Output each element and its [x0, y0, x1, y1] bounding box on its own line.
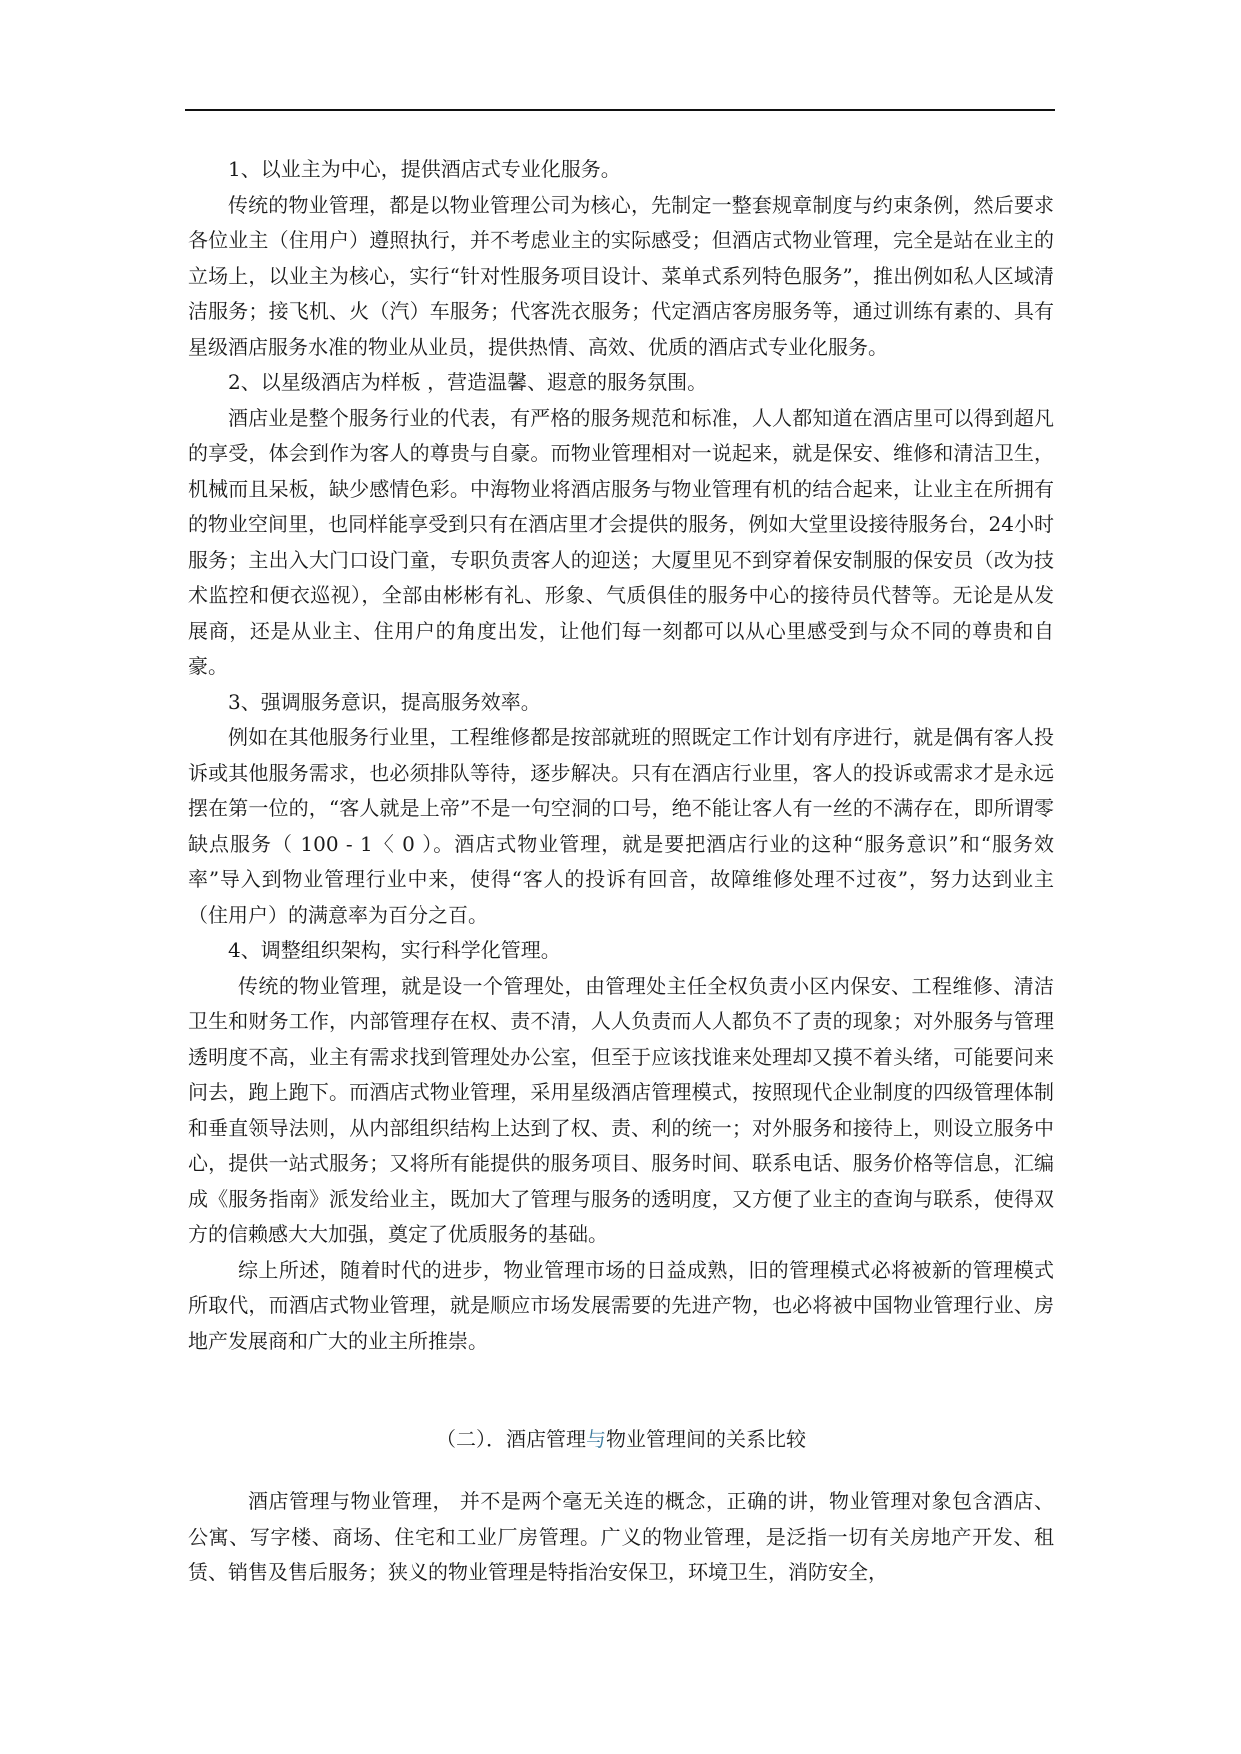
- section-title: [188, 1422, 1054, 1457]
- point-4-body: 传统的物业管理，就是设一个管理处，由管理处主任全权负责小区内保安、工程维修、清洁卫生和财务工作，内部管理存在权、责不清，人人负责而人人都负不了责的现象；对外服务与管理透明度不高，业主有需求找到管理处办公室，但至于应该找谁来处理却又摸不着头绪，可能要问来问去，跑上跑下。而酒店式物业管理，采用星级酒店管理模式，按照现代企业制度的四级管理体制和垂直领导法则，从内部组织结构上达到了权、责、利的统一；对外服务和接待上，则设立服务中心，提供一站式服务；又将所有能提供的服务项目、服务时间、联系电话、服务价格等信息，汇编成《服务指南》派发给业主，既加大了管理与服务的透明度，又方便了业主的查询与联系，使得双方的信赖感大大加强，奠定了优质服务的基础。: [188, 973, 1054, 1246]
- point-2-heading: 2、以星级酒店为样板 ，营造温馨、遐意的服务氛围。: [228, 370, 708, 394]
- point-3-body: 例如在其他服务行业里，工程维修都是按部就班的照既定工作计划有序进行，就是偶有客人投诉或其他服务需求，也必须排队等待，逐步解决。只有在酒店行业里，客人的投诉或需求才是永远摆在第一位的，“客人就是上帝”不是一句空洞的口号，绝不能让客人有一丝的不满存在，即所谓零缺点服务（ 100 - 1〈 0 ）。酒店式物业管理，就是要把酒店行业的这种“服务意识”和“服务效率”导入到物业管理行业中来，使得“客人的投诉有回音，故障维修处理不过夜”，努力达到业主（住用户）的满意率为百分之百。: [188, 725, 1054, 927]
- section-two-body: [188, 1484, 1054, 1591]
- header-rule: [185, 109, 1055, 111]
- section-title-suffix: 物业管理间的关系比较: [606, 1427, 806, 1451]
- document-body: [188, 152, 1054, 1359]
- section-title-highlight: 与: [586, 1427, 606, 1451]
- point-1-heading: 1、以业主为中心，提供酒店式专业化服务。: [228, 157, 621, 181]
- point-4-heading: 4、调整组织架构，实行科学化管理。: [228, 938, 561, 962]
- conclusion-paragraph: 综上所述，随着时代的进步，物业管理市场的日益成熟，旧的管理模式必将被新的管理模式所取代，而酒店式物业管理，就是顺应市场发展需要的先进产物，也必将被中国物业管理行业、房地产发展商和广大的业主所推崇。: [188, 1257, 1054, 1353]
- point-1-body: 传统的物业管理，都是以物业管理公司为核心，先制定一整套规章制度与约束条例，然后要求各位业主（住用户）遵照执行，并不考虑业主的实际感受；但酒店式物业管理，完全是站在业主的立场上，以业主为核心，实行“针对性服务项目设计、菜单式系列特色服务”，推出例如私人区域清洁服务；接飞机、火（汽）车服务；代客洗衣服务；代定酒店客房服务等，通过训练有素的、具有星级酒店服务水准的物业从业员，提供热情、高效、优质的酒店式专业化服务。: [188, 192, 1054, 359]
- section-title-prefix: （二）．酒店管理: [436, 1427, 586, 1451]
- intro-paragraph: 酒店管理与物业管理， 并不是两个毫无关连的概念，正确的讲，物业管理对象包含酒店、公寓、写字楼、商场、住宅和工业厂房管理。广义的物业管理，是泛指一切有关房地产开发、租赁、销售及售后服务；狭义的物业管理是特指治安保卫，环境卫生，消防安全，: [188, 1489, 1054, 1584]
- point-3-heading: 3、强调服务意识，提高服务效率。: [228, 689, 541, 714]
- point-2-body: 酒店业是整个服务行业的代表，有严格的服务规范和标准，人人都知道在酒店里可以得到超凡的享受，体会到作为客人的尊贵与自豪。而物业管理相对一说起来，就是保安、维修和清洁卫生，机械而且呆板，缺少感情色彩。中海物业将酒店服务与物业管理有机的结合起来，让业主在所拥有的物业空间里，也同样能享受到只有在酒店里才会提供的服务，例如大堂里设接待服务台，24小时服务；主出入大门口设门童，专职负责客人的迎送；大厦里见不到穿着保安制服的保安员（改为技术监控和便衣巡视），全部由彬彬有礼、形象、气质俱佳的服务中心的接待员代替等。无论是从发展商，还是从业主、住用户的角度出发，让他们每一刻都可以从心里感受到与众不同的尊贵和自豪。: [188, 405, 1054, 678]
